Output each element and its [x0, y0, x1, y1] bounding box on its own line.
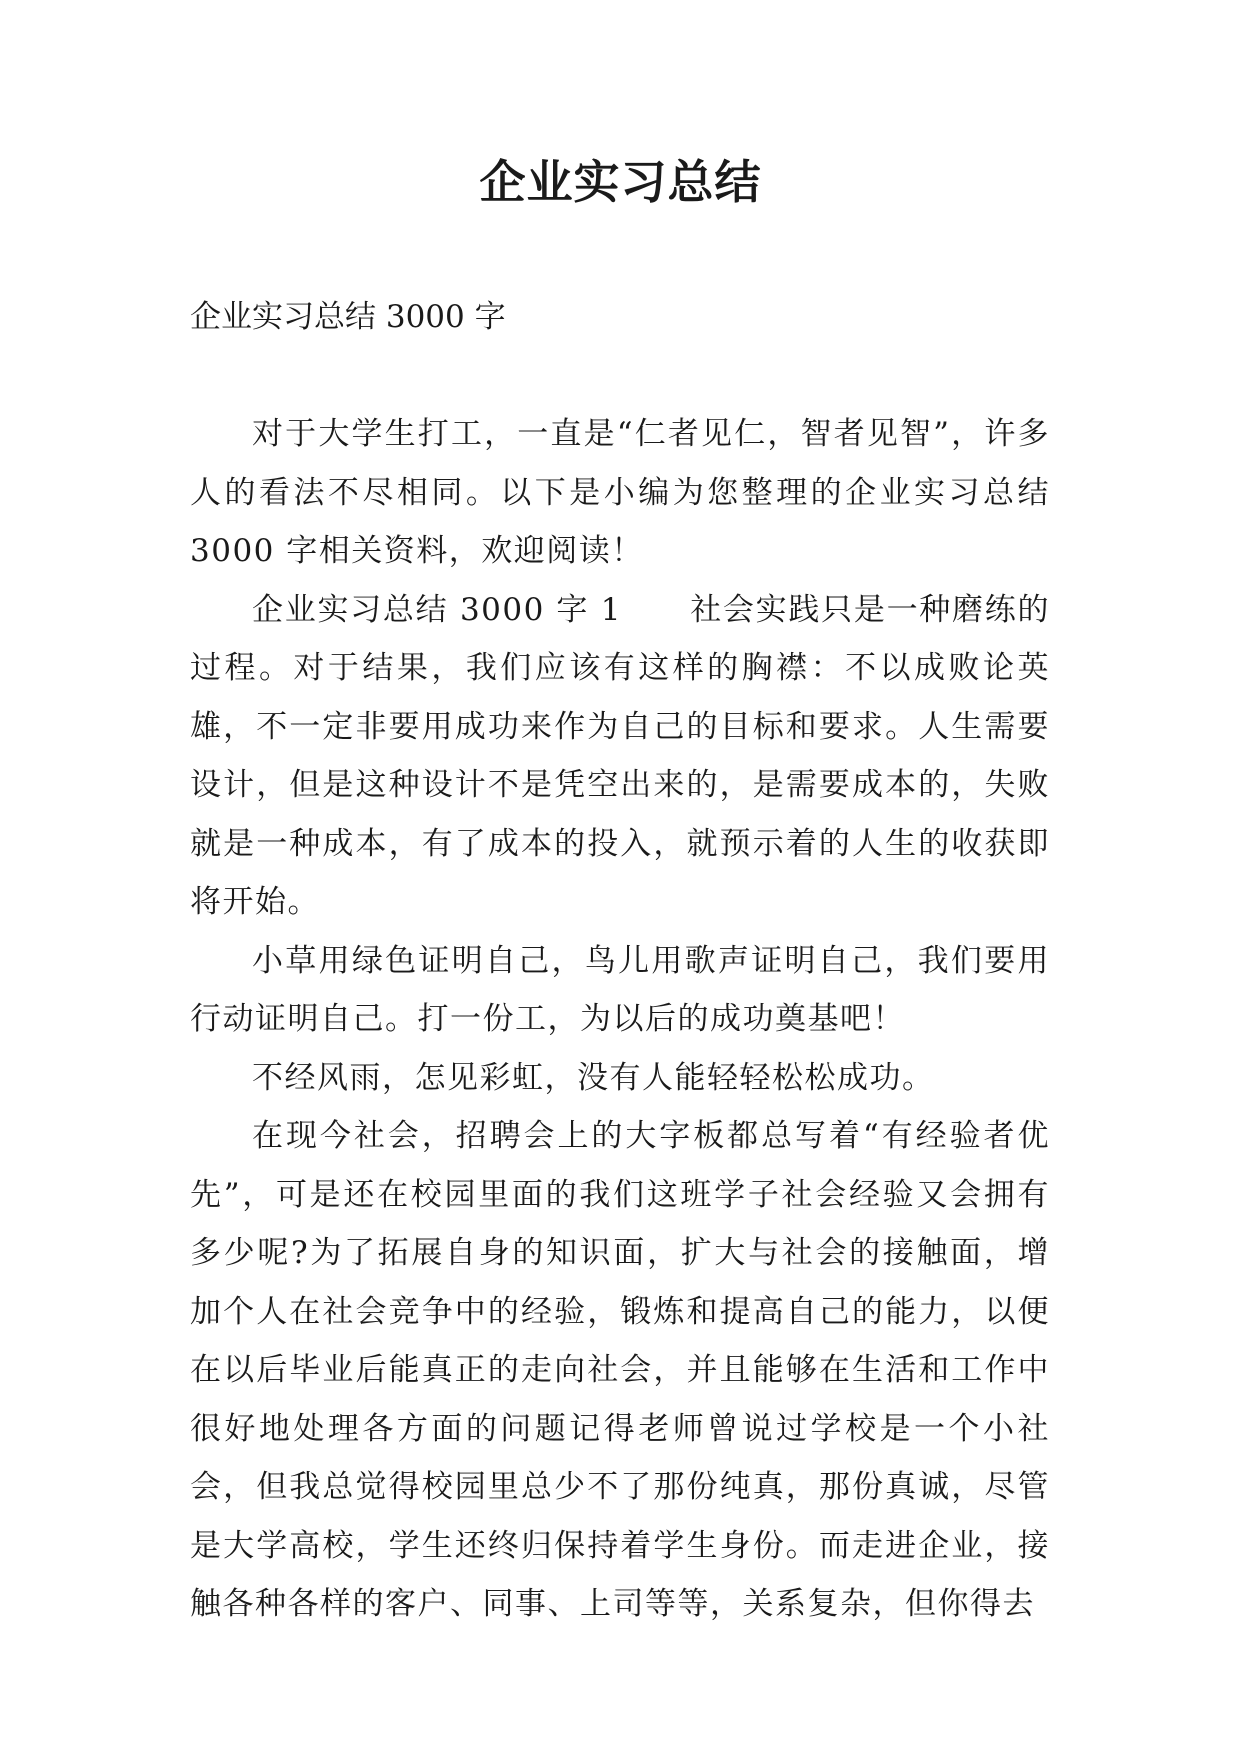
- document-body: [190, 405, 1050, 1634]
- paragraph-3: 小草用绿色证明自己，鸟儿用歌声证明自己，我们要用行动证明自己。打一份工，为以后的成功奠基吧！: [190, 942, 1050, 1037]
- paragraph-5: 在现今社会，招聘会上的大字板都总写着“有经验者优先”，可是还在校园里面的我们这班学子社会经验又会拥有多少呢?为了拓展自身的知识面，扩大与社会的接触面，增加个人在社会竞争中的经验，锻炼和提高自己的能力，以便在以后毕业后能真正的走向社会，并且能够在生活和工作中很好地处理各方面的问题记得老师曾说过学校是一个小社会，但我总觉得校园里总少不了那份纯真，那份真诚，尽管是大学高校，学生还终归保持着学生身份。而走进企业，接触各种各样的客户、同事、上司等等，关系复杂，但你得去: [190, 1118, 1050, 1622]
- section-text: 社会实践只是一种磨练的过程。对于结果，我们应该有这样的胸襟：不以成败论英雄，不一定非要用成功来作为自己的目标和要求。人生需要设计，但是这种设计不是凭空出来的，是需要成本的，失败就是一种成本，有了成本的投入，就预示着的人生的收获即将开始。: [190, 591, 1050, 920]
- document-title: 企业实习总结: [479, 155, 762, 209]
- paragraph-section-1: [190, 581, 1050, 932]
- paragraph-intro: 对于大学生打工，一直是“仁者见仁，智者见智”，许多人的看法不尽相同。以下是小编为您整理的企业实习总结 3000 字相关资料，欢迎阅读！: [190, 416, 1050, 569]
- paragraph-4: 不经风雨，怎见彩虹，没有人能轻轻松松成功。: [252, 1059, 935, 1096]
- section-heading: 企业实习总结 3000 字 1: [252, 591, 622, 628]
- document-subtitle: 企业实习总结 3000 字: [190, 299, 506, 335]
